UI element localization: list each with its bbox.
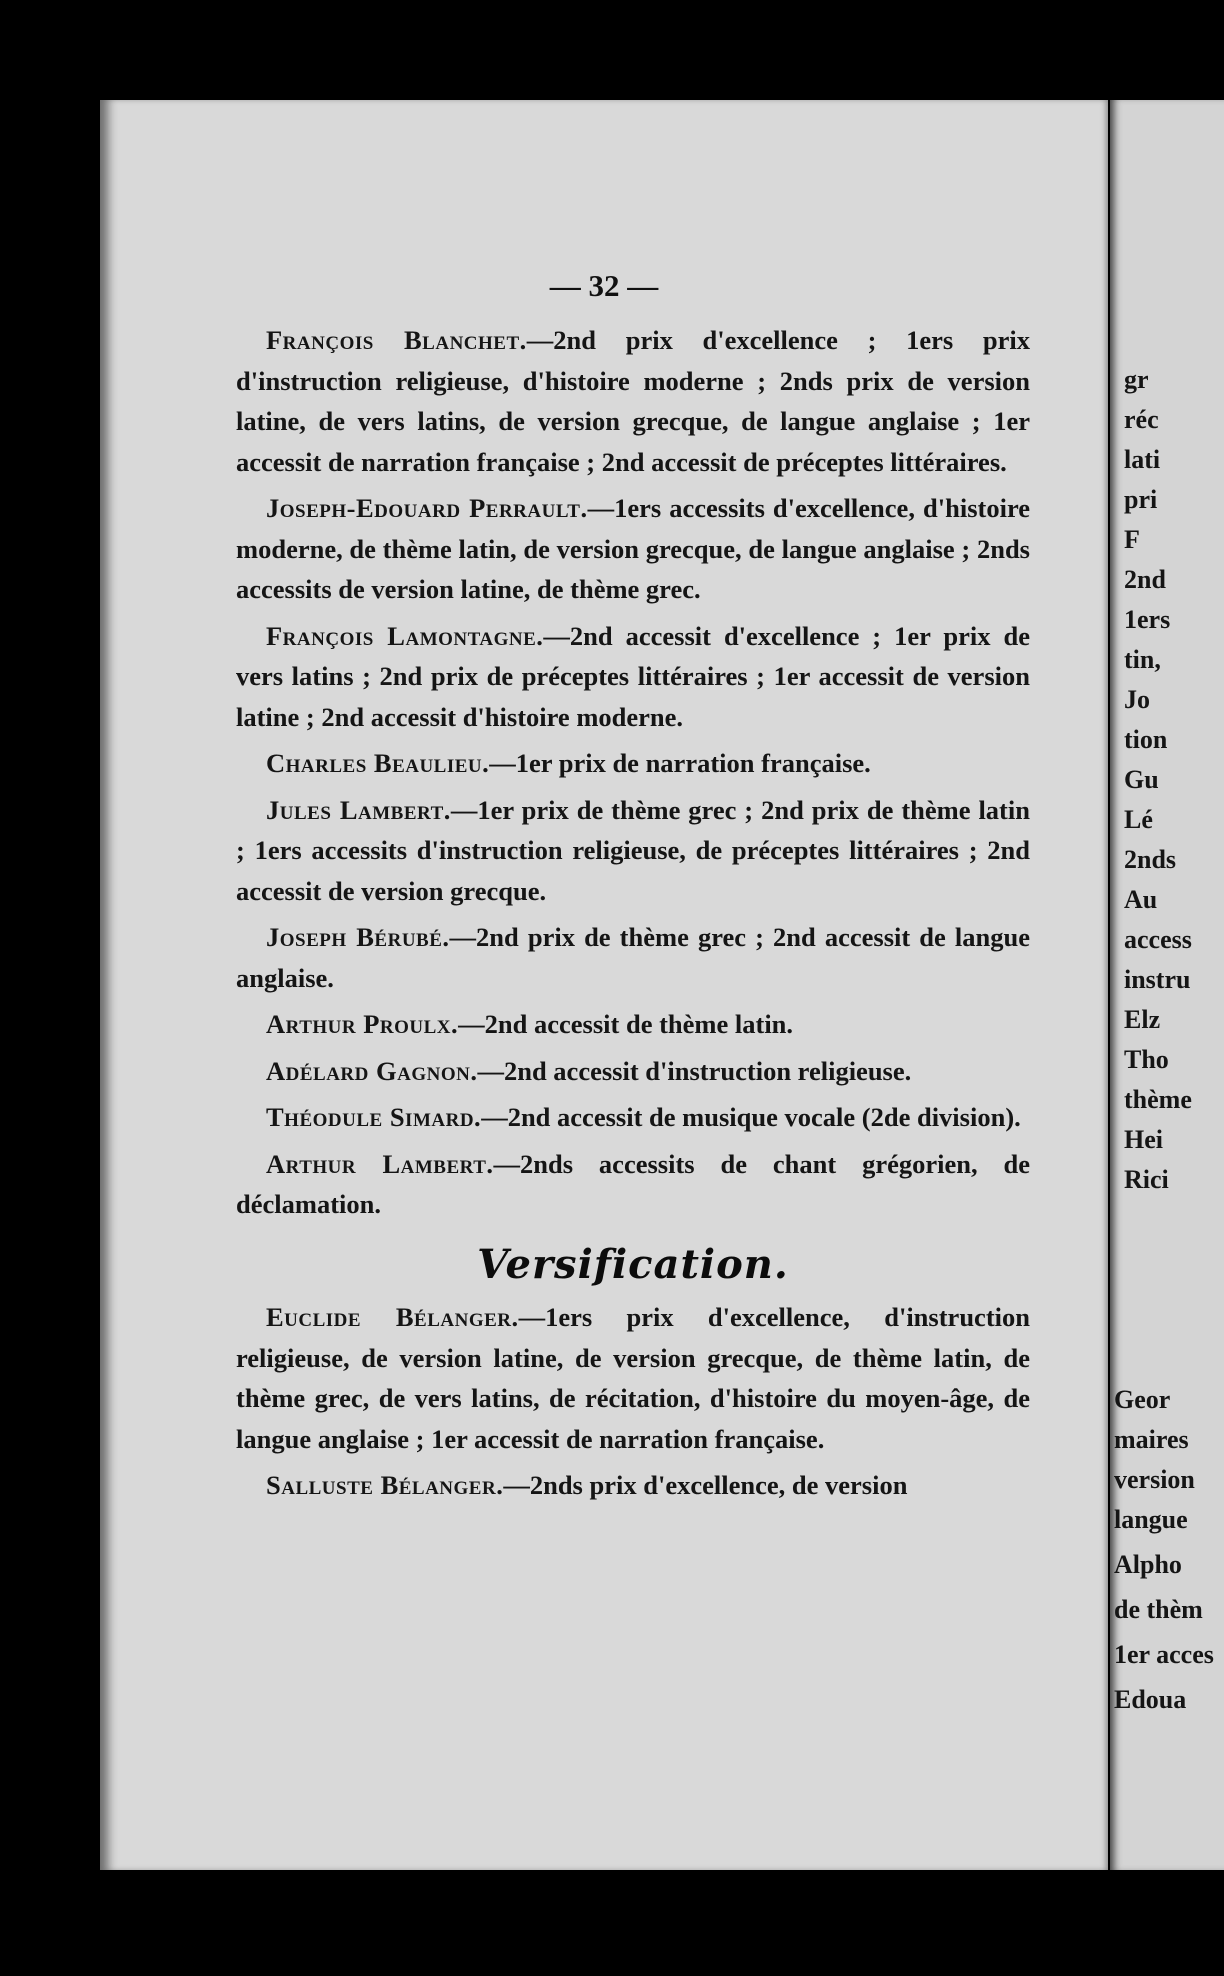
prize-text: —1ers prix d'excellence, d'instruction religieuse, de version latine, de version grecque, de thème latin, de thème grec, de vers latins, de récitation, d'histoire du moyen-âge, de langue anglaise ; 1er accessit de narration française. — [236, 1302, 1030, 1454]
student-name: François Lamontagne. — [266, 620, 544, 651]
entries-before-list — [236, 320, 1030, 1225]
prize-entry — [236, 488, 1030, 610]
prize-text: —1er prix de thème grec ; 2nd prix de thème latin ; 1ers accessits d'instruction religieuse, de préceptes littéraires ; 2nd accessit de version grecque. — [236, 794, 1030, 906]
prize-entry — [236, 616, 1030, 738]
prize-entry — [236, 1004, 1030, 1045]
fragment-line: instru — [1124, 965, 1191, 994]
student-name: Arthur Proulx. — [266, 1009, 459, 1039]
fragment-line: F — [1124, 525, 1140, 554]
prize-entry — [236, 1097, 1030, 1138]
fragment-line: Rici — [1124, 1165, 1169, 1194]
fragment-line: Elz — [1124, 1005, 1161, 1034]
fragment-line: Lé — [1124, 805, 1153, 834]
fragment-line: Tho — [1124, 1045, 1169, 1074]
fragment-line: maires — [1114, 1425, 1189, 1454]
prize-text: —1ers accessits d'excellence, d'histoire moderne, de thème latin, de version grecque, de langue anglaise ; 2nds accessits de version latine, de thème grec. — [236, 493, 1030, 604]
fragment-line: tion — [1124, 725, 1168, 754]
fragment-line: de thèm — [1114, 1595, 1203, 1624]
fragment-line: version — [1114, 1465, 1195, 1494]
fragment-line: Edoua — [1114, 1685, 1187, 1714]
student-name: Joseph-Edouard Perrault. — [266, 493, 588, 523]
prize-entry — [236, 1297, 1030, 1459]
fragment-line: réc — [1124, 405, 1159, 434]
student-name: Euclide Bélanger. — [266, 1302, 519, 1332]
student-name: Théodule Simard. — [266, 1102, 482, 1132]
prize-text: —1er prix de narration française. — [489, 748, 871, 778]
prize-entry — [236, 320, 1030, 482]
fragment-line: Jo — [1124, 685, 1150, 714]
fragment-line: Au — [1124, 885, 1158, 914]
adjacent-page-fragment — [1110, 100, 1224, 1870]
fragment-line: Geor — [1114, 1385, 1171, 1414]
student-name: Salluste Bélanger. — [266, 1470, 504, 1500]
page-number: — 32 — — [549, 268, 659, 303]
prize-entry — [236, 1051, 1030, 1092]
fragment-line: 2nd — [1124, 565, 1166, 594]
student-name: Joseph Bérubé. — [266, 922, 450, 952]
section-title: Versification. — [477, 1240, 789, 1288]
student-name: Arthur Lambert. — [266, 1148, 494, 1179]
prize-text: —2nds prix d'excellence, de version — [503, 1470, 908, 1500]
fragment-line: Gu — [1124, 765, 1159, 794]
page-body — [236, 320, 1030, 1512]
fragment-line: Hei — [1124, 1125, 1163, 1154]
entries-after-list — [236, 1297, 1030, 1506]
prize-entry — [236, 1144, 1030, 1225]
prize-text: —2nd accessit de musique vocale (2de division). — [481, 1102, 1021, 1132]
book-page — [100, 100, 1108, 1870]
prize-entry — [236, 1465, 1030, 1506]
fragment-line: tin, — [1124, 645, 1161, 674]
prize-text: —2nd accessit d'excellence ; 1er prix de vers latins ; 2nd prix de préceptes littéraires ; 1er accessit de version latine ; 2nd accessit d'histoire moderne. — [236, 620, 1030, 732]
fragment-line: langue — [1114, 1505, 1188, 1534]
student-name: Charles Beaulieu. — [266, 748, 490, 778]
prize-text: —2nds accessits de chant grégorien, de déclamation. — [236, 1148, 1030, 1219]
prize-text: —2nd accessit d'instruction religieuse. — [477, 1055, 912, 1086]
prize-text: —2nd prix de thème grec ; 2nd accessit de langue anglaise. — [236, 922, 1031, 993]
prize-text: —2nd prix d'excellence ; 1ers prix d'instruction religieuse, d'histoire moderne ; 2nds prix de version latine, de vers latins, de version grecque, de langue anglaise ; 1er accessit de narration française ; 2nd accessit de préceptes littéraires. — [236, 325, 1031, 477]
student-name: Adélard Gagnon. — [266, 1055, 478, 1086]
fragment-line: access — [1124, 925, 1192, 954]
student-name: Jules Lambert. — [266, 794, 451, 825]
prize-entry — [236, 790, 1030, 912]
fragment-line: gr — [1124, 365, 1149, 394]
fragment-line: thème — [1124, 1085, 1192, 1114]
student-name: François Blanchet. — [266, 325, 527, 355]
fragment-line: pri — [1124, 485, 1158, 514]
prize-text: —2nd accessit de thème latin. — [458, 1009, 794, 1039]
prize-entry — [236, 917, 1030, 998]
fragment-line: Alpho — [1114, 1550, 1182, 1579]
fragment-line: 1ers — [1124, 605, 1171, 634]
fragment-line: lati — [1124, 445, 1161, 474]
fragment-line: 2nds — [1124, 845, 1177, 874]
prize-entry — [236, 743, 1030, 784]
fragment-line: 1er acces — [1114, 1640, 1214, 1669]
